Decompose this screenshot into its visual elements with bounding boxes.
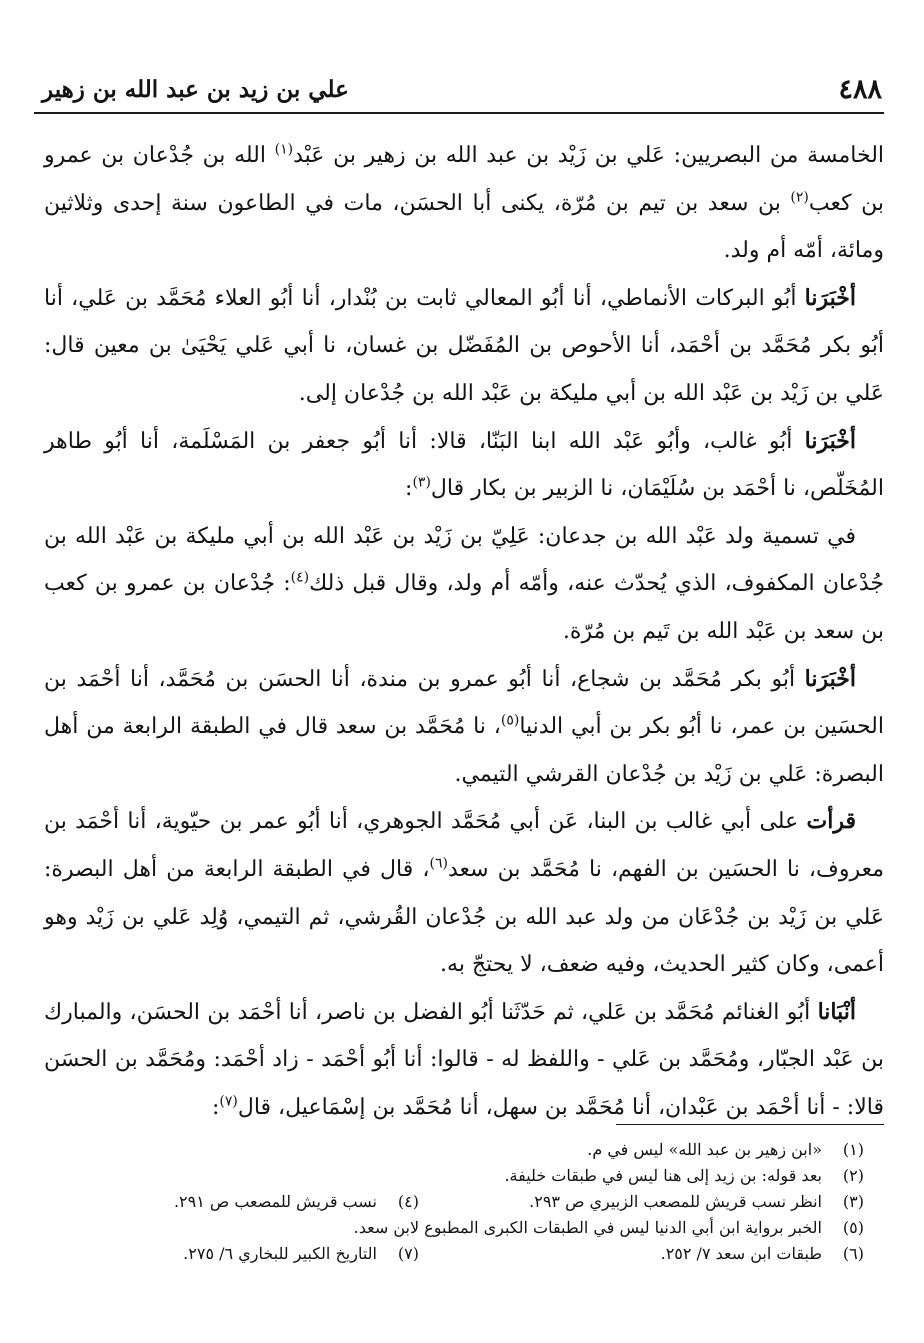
paragraph-lead: قرأت <box>806 808 856 835</box>
paragraph-text: في تسمية ولد عَبْد الله بن جدعان: عَلِيّ بن زَيْد بن عَبْد الله بن أبي مليكة بن عَبْد الله بن جُدْعان المكفوف، الذي يُحدّث عنه، وأمّه أم ولد، وقال قبل ذلك <box>44 523 884 597</box>
paragraph-4 <box>44 513 884 656</box>
paragraph-text: أبُو البركات الأنماطي، أنا أبُو المعالي ثابت بن بُنْدار، أنا أبُو العلاء مُحَمَّد بن عَلي، أنا أبُو بكر مُحَمَّد بن أحْمَد، أنا الأحوص بن المُفَضّل بن غسان، نا أبي عَلي يَحْيَىٰ بن معين قال: عَلي بن زَيْد بن عَبْد الله بن أبي مليكة بن عَبْد الله بن جُدْعان إلى. <box>44 285 884 406</box>
footnote-text: الخبر برواية ابن أبي الدنيا ليس في الطبقات الكبرى المطبوع لابن سعد. <box>353 1218 822 1237</box>
footnote-number: (٢) <box>842 1166 864 1185</box>
paragraph-text: أبُو بكر مُحَمَّد بن شجاع، أنا أبُو عمرو بن مندة، أنا الحسَن بن مُحَمَّد، أنا أحْمَد بن الحسَين بن عمر، نا أبُو بكر بن أبي الدنيا <box>44 666 884 740</box>
paragraph-text: الله بن جُدْعان بن عمرو بن كعب <box>44 143 884 216</box>
paragraph-text: بن سعد بن تيم بن مُرّة، يكنى أبا الحسَن، مات في الطاعون سنة إحدى وثلاثين ومائة، أمّه أم ولد. <box>44 190 884 264</box>
paragraph-5 <box>44 656 884 799</box>
footnote-divider <box>616 1124 884 1125</box>
paragraph-2 <box>44 275 884 418</box>
footnote-ref: (١) <box>274 141 294 158</box>
footnote-6 <box>419 1241 864 1267</box>
footnote-2 <box>60 1163 864 1189</box>
paragraph-text: : <box>405 476 413 502</box>
footnote-ref: (٥) <box>500 712 520 729</box>
paragraph-lead: أخْبَرَنا <box>804 665 856 692</box>
paragraph-1 <box>44 132 884 275</box>
footnote-text: التاريخ الكبير للبخاري ٦/ ٢٧٥. <box>183 1244 377 1263</box>
paragraph-lead: أنْبَانا <box>817 998 856 1025</box>
footnote-row <box>60 1137 864 1163</box>
page-header <box>34 62 884 114</box>
footnote-number: (٤) <box>397 1192 419 1211</box>
main-text <box>44 132 884 1131</box>
paragraph-7 <box>44 989 884 1132</box>
paragraph-3 <box>44 418 884 513</box>
paragraph-text: أبُو غالب، وأبُو عَبْد الله ابنا البَنّا، قالا: أنا أبُو جعفر بن المَسْلَمة، أنا أبُو طاهر المُخَلّص، نا أحْمَد بن سُلَيْمَان، نا الزبير بن بكار قال <box>44 428 884 502</box>
footnote-row <box>60 1241 864 1267</box>
footnote-1 <box>60 1137 864 1163</box>
footnote-number: (٧) <box>397 1244 419 1263</box>
paragraph-text: أبُو الغنائم مُحَمَّد بن عَلي، ثم حَدّثَنا أبُو الفضل بن ناصر، أنا أحْمَد بن الحسَن، والمبارك بن عَبْد الجبّار، ومُحَمَّد بن عَلي - واللفظ له - قالوا: أنا أبُو أحْمَد - زاد أحْمَد: ومُحَمَّد بن الحسَن قالا: - أنا أحْمَد بن عَبْدان، أنا مُحَمَّد بن سهل، أنا مُحَمَّد بن إسْمَاعيل، قال <box>44 999 884 1120</box>
footnote-row <box>60 1215 864 1241</box>
paragraph-text: : جُدْعان بن عمرو بن كعب بن سعد بن عَبْد الله بن تَيم بن مُرّة. <box>44 571 884 644</box>
footnote-text: «ابن زهير بن عبد الله» ليس في م. <box>587 1140 822 1159</box>
paragraph-lead: أخْبَرَنا <box>804 284 856 311</box>
footnotes <box>60 1137 864 1267</box>
running-title: علي بن زيد بن عبد الله بن زهير <box>42 76 349 103</box>
paragraph-lead: أخْبَرَنا <box>804 427 856 454</box>
footnote-row <box>60 1163 864 1189</box>
paragraph-text: ، قال في الطبقة الرابعة من أهل البصرة: عَلي بن زَيْد بن جُدْعَان من ولد عبد الله بن جُدْعان القُرشي، ثم التيمي، وُلِد عَلي بن زَيْد وهو أعمى، وكان كثير الحديث، وفيه ضعف، لا يحتجّ به. <box>44 856 884 978</box>
footnote-4 <box>174 1189 419 1215</box>
footnote-5 <box>60 1215 864 1241</box>
footnote-row <box>60 1189 864 1215</box>
footnote-number: (١) <box>842 1140 864 1159</box>
page-number: ٤٨٨ <box>838 74 882 105</box>
footnote-7 <box>183 1241 419 1267</box>
paragraph-text: على أبي غالب بن البنا، عَن أبي مُحَمَّد الجوهري، أنا أبُو عمر بن حيّوية، أنا أحْمَد بن معروف، نا الحسَين بن الفهم، نا مُحَمَّد بن سعد <box>44 809 885 882</box>
footnote-ref: (٧) <box>219 1093 238 1110</box>
footnote-ref: (٤) <box>290 570 310 587</box>
footnote-3 <box>419 1189 864 1215</box>
paragraph-text: الخامسة من البصريين: عَلي بن زَيْد بن عبد الله بن زهير بن عَبْد <box>293 143 885 168</box>
paragraph-text: ، نا مُحَمَّد بن سعد قال في الطبقة الرابعة من أهل البصرة: عَلي بن زَيْد بن جُدْعان القرشي التيمي. <box>44 714 884 787</box>
footnote-number: (٦) <box>842 1244 864 1263</box>
footnote-number: (٥) <box>842 1218 864 1237</box>
footnote-text: انظر نسب قريش للمصعب الزبيري ص ٢٩٣. <box>529 1192 822 1211</box>
footnote-text: بعد قوله: بن زيد إلى هنا ليس في طبقات خليفة. <box>504 1166 822 1185</box>
footnote-text: نسب قريش للمصعب ص ٢٩١. <box>173 1192 377 1211</box>
paragraph-6 <box>44 798 884 988</box>
footnote-ref: (٦) <box>429 855 448 872</box>
footnote-number: (٣) <box>842 1192 864 1211</box>
footnote-ref: (٣) <box>412 474 431 491</box>
footnote-text: طبقات ابن سعد ٧/ ٢٥٢. <box>660 1244 822 1263</box>
footnote-ref: (٢) <box>790 189 809 206</box>
paragraph-text: : <box>211 1094 220 1120</box>
